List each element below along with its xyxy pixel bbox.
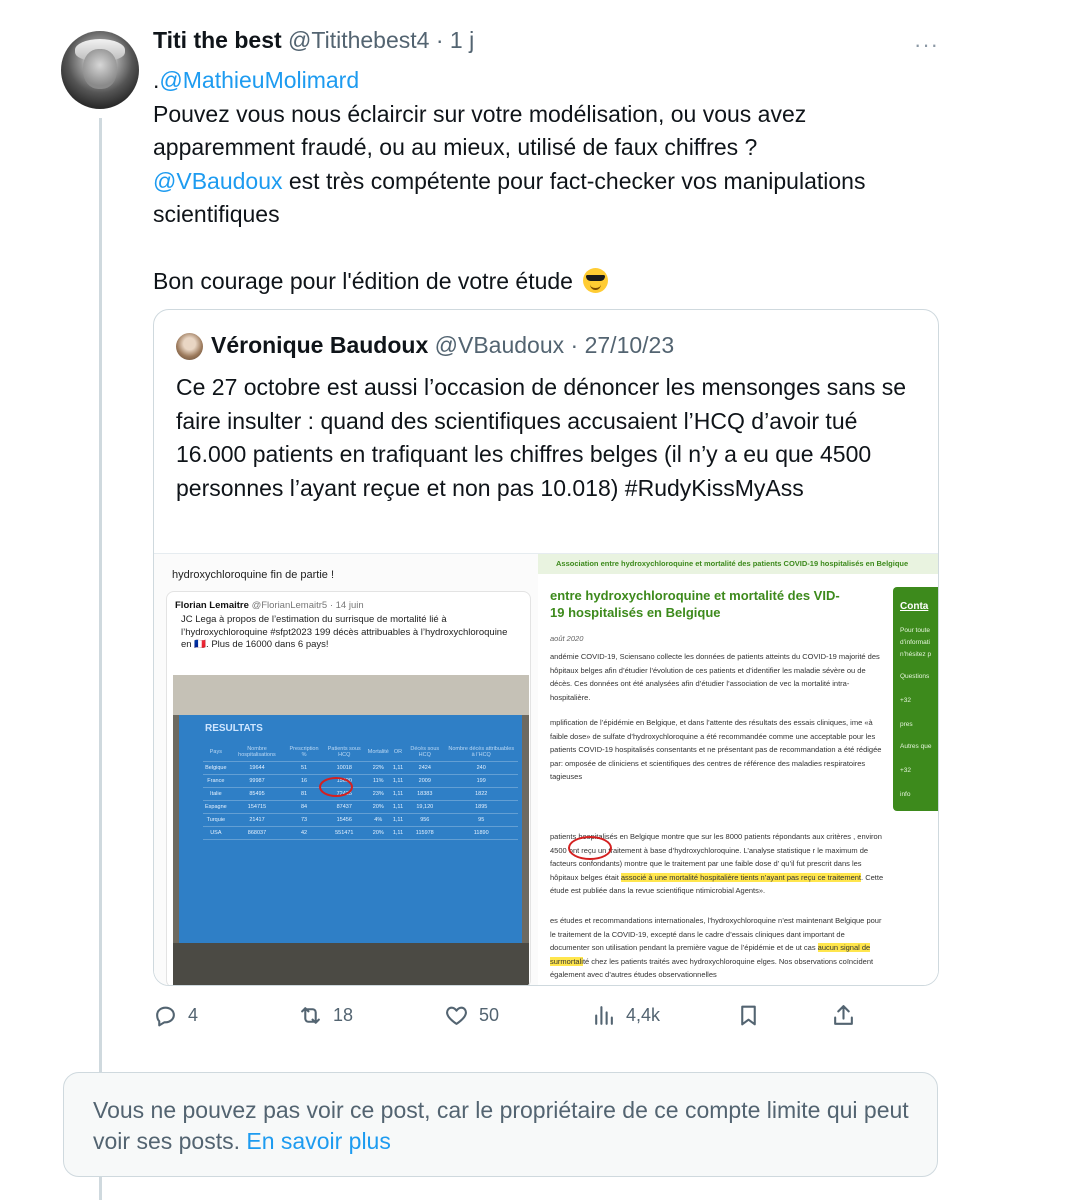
like-count: 50	[479, 1004, 500, 1025]
results-header-row	[203, 743, 518, 762]
article-highlight-2: aucun signal de surmortali	[550, 943, 871, 966]
tweet-body	[153, 64, 953, 299]
table-cell: Belgique	[203, 762, 229, 775]
table-cell: 1895	[444, 801, 518, 814]
conference-photo	[173, 675, 529, 986]
tweet-time[interactable]: 1 j	[449, 27, 475, 53]
table-cell: 868037	[229, 827, 286, 840]
table-cell: 23%	[366, 788, 391, 801]
table-header-cell: OR	[391, 743, 405, 762]
more-options-icon[interactable]: ···	[914, 32, 939, 57]
notice-text: Vous ne pouvez pas voir ce post, car le propriétaire de ce compte limite qui peut voir ses posts.	[93, 1097, 909, 1154]
mention-prefix: .	[153, 67, 160, 93]
reply-count: 4	[188, 1004, 199, 1025]
notice-text-block	[93, 1095, 913, 1156]
tweet-line-2-text: est très compétente pour fact-checker vos manipulations scientifiques	[153, 167, 866, 227]
media-image-right[interactable]	[538, 554, 938, 986]
table-cell: 551471	[323, 827, 366, 840]
article-paragraph-1: andémie COVID-19, Sciensano collecte les données de patients atteints du COVID-19 majorité des hôpitaux belges afin d’étudier l’évolution de ces patients et d’identifier les maladie sévère ou de décès. Ces données ont été analysées afin d’étudier l’association de vec la mortalité intra-hospitalière.	[550, 652, 880, 702]
quote-author-avatar	[176, 333, 203, 360]
retweet-count: 18	[333, 1004, 354, 1025]
table-cell: 15600	[323, 775, 366, 788]
table-cell: USA	[203, 827, 229, 840]
table-cell: Italie	[203, 788, 229, 801]
heart-icon	[444, 1003, 469, 1028]
article-paragraph-3a: patients hospitalisés en Belgique montre que sur les 8000 patients répondants aux critères , environ 4500 ont reçu un traitement à base d’hydroxychloroquine. L’analyse statistique r le maximum de facteurs confondants) montre que le traitement par une faible dose d’ qu’il fut prescrit dans les hôpitaux belges était	[550, 832, 882, 882]
tweet-line-2	[153, 165, 953, 232]
table-cell: 20%	[366, 801, 391, 814]
embedded-tweet-header	[175, 600, 364, 611]
contact-line: Pour toute	[900, 627, 930, 634]
table-cell: 21417	[229, 814, 286, 827]
article-paragraph-3b: . Cette étude est publiée dans la revue scientifique ntimicrobial Agents».	[550, 872, 884, 895]
red-circle-4500	[568, 836, 612, 860]
table-cell: 1,11	[391, 788, 405, 801]
tweet-line-3	[153, 265, 953, 299]
table-header-cell: Décès sous HCQ	[405, 743, 444, 762]
article-top-bar: Association entre hydroxychloroquine et mortalité des patients COVID-19 hospitalisés en Belgique	[538, 554, 938, 574]
table-cell: 99987	[229, 775, 286, 788]
quote-header	[211, 332, 674, 359]
contact-title: Conta	[900, 601, 929, 612]
contact-line: Questions	[900, 673, 930, 680]
embedded-author-handle: @FlorianLemaitr5 · 14 juin	[251, 600, 364, 611]
red-circle-annotation	[319, 777, 353, 797]
article-paragraph-2: mplification de l’épidémie en Belgique, et dans l’attente des résultats des essais cliniques, ime «à faible dose» de sulfate d’hydroxychloroquine a été recommandée comme une acceptable pour les patients COVID-19 hospitalisés consentants et ne présentant pas de recommandation a été rédigée par: omposée de cliniciens et scientifiques des centres de référence des maladies respiratoires tagieuses	[550, 718, 882, 781]
sunglasses-emoji-icon	[583, 268, 608, 293]
embedded-author-name: Florian Lemaitre	[175, 600, 249, 611]
article-paragraph-4a: es études et recommandations internationales, l’hydroxychloroquine n’est maintenant Belgique pour le traitement de la COVID-19, excepté dans le cadre d’essais cliniques dant important de documenter son utilisation pendant la première vague de l’épidémie et de ut cas	[550, 916, 882, 952]
quote-date: 27/10/23	[584, 332, 675, 358]
share-button[interactable]	[831, 1000, 856, 1030]
table-row	[203, 827, 518, 840]
author-handle[interactable]: @Titithebest4	[288, 27, 430, 53]
share-icon	[831, 1003, 856, 1028]
tweet-mention-line	[153, 64, 953, 98]
table-cell: 16	[285, 775, 323, 788]
results-body	[203, 762, 518, 840]
table-cell: 10018	[323, 762, 366, 775]
table-cell: 95	[444, 814, 518, 827]
learn-more-link[interactable]: En savoir plus	[246, 1127, 391, 1154]
table-cell: 85495	[229, 788, 286, 801]
contact-line: Autres que	[900, 743, 932, 750]
table-header-cell: Nombre décès attribuables à l’HCQ	[444, 743, 518, 762]
table-cell: 73	[285, 814, 323, 827]
table-header-cell: Pays	[203, 743, 229, 762]
table-cell: 18383	[405, 788, 444, 801]
views-count: 4,4k	[626, 1004, 661, 1025]
article-highlight-1: associé à une mortalité hospitalière tients n’ayant pas reçu ce traitement	[620, 872, 862, 882]
views-button[interactable]	[591, 1000, 660, 1030]
mention-link[interactable]: @MathieuMolimard	[159, 67, 360, 93]
results-table	[203, 743, 518, 840]
contact-line: +32	[900, 767, 912, 774]
bookmark-button[interactable]	[736, 1000, 761, 1030]
quote-media[interactable]	[154, 553, 938, 986]
tweet-header	[153, 27, 474, 54]
table-row	[203, 775, 518, 788]
table-cell: 42	[285, 827, 323, 840]
article-title: entre hydroxychloroquine et mortalité des VID-19 hospitalisés en Belgique	[550, 588, 840, 620]
views-chart-icon	[591, 1003, 616, 1028]
left-image-caption: hydroxychloroquine fin de partie !	[172, 569, 335, 581]
projection-screen	[179, 715, 522, 943]
table-cell: 19644	[229, 762, 286, 775]
table-row	[203, 814, 518, 827]
photo-wall	[173, 675, 529, 715]
table-cell: Espagne	[203, 801, 229, 814]
table-cell: 81	[285, 788, 323, 801]
thread-connector-line	[99, 118, 102, 1200]
avatar-face	[83, 49, 117, 89]
header-separator: ·	[435, 27, 444, 53]
table-cell: 51	[285, 762, 323, 775]
embedded-tweet-text: JC Lega à propos de l’estimation du surrisque de mortalité lié à l’hydroxychloroquine #sfpt2023 199 décès attribuables à l’hydroxychloroquine en 🇫🇷. Plus de 16000 dans 6 pays!	[181, 614, 508, 650]
table-cell: 1,11	[391, 762, 405, 775]
table-row	[203, 788, 518, 801]
article-paragraph-4	[550, 914, 885, 982]
table-cell: 1822	[444, 788, 518, 801]
photo-floor	[173, 943, 529, 986]
table-cell: 84	[285, 801, 323, 814]
table-cell: 115978	[405, 827, 444, 840]
table-cell: 15456	[323, 814, 366, 827]
contact-line: +32	[900, 697, 912, 704]
bookmark-icon	[736, 1003, 761, 1028]
table-cell: 22%	[366, 762, 391, 775]
table-cell: 11%	[366, 775, 391, 788]
table-cell: 2009	[405, 775, 444, 788]
table-cell: 1,11	[391, 827, 405, 840]
restricted-post-notice	[63, 1072, 938, 1177]
table-header-cell: Nombre hospitalisations	[229, 743, 286, 762]
article-paragraph-4b: té chez les patients traités avec hydroxychloroquine elges. Nos observations coïncident également avec d’autres études observationnelles	[550, 956, 874, 979]
table-cell: 956	[405, 814, 444, 827]
quote-author-name: Véronique Baudoux	[211, 332, 429, 358]
tweet-blank-line	[153, 232, 953, 266]
contact-panel	[893, 587, 938, 811]
table-cell: 72435	[323, 788, 366, 801]
article-date: août 2020	[550, 634, 584, 643]
table-cell: 87437	[323, 801, 366, 814]
table-cell: 2424	[405, 762, 444, 775]
table-cell: 154715	[229, 801, 286, 814]
tweet-line-3-text: Bon courage pour l'édition de votre étude	[153, 268, 573, 294]
contact-line: pres	[900, 721, 913, 728]
table-row	[203, 762, 518, 775]
table-row	[203, 801, 518, 814]
author-name[interactable]: Titi the best	[153, 27, 282, 53]
table-header-cell: Mortalité	[366, 743, 391, 762]
table-cell: Turquie	[203, 814, 229, 827]
retweet-button[interactable]	[298, 1000, 353, 1030]
table-cell: 4%	[366, 814, 391, 827]
table-cell: 1,11	[391, 775, 405, 788]
table-cell: 11890	[444, 827, 518, 840]
media-image-left[interactable]	[154, 554, 538, 986]
reply-icon	[153, 1003, 178, 1028]
tweet-actions	[153, 1000, 953, 1030]
table-cell: 1,11	[391, 814, 405, 827]
contact-line: n’hésitez p	[900, 651, 932, 658]
mention-link-2[interactable]: @VBaudoux	[153, 167, 283, 194]
quote-text: Ce 27 octobre est aussi l’occasion de dénoncer les mensonges sans se faire insulter : quand des scientifiques accusaient l’HCQ d’avoir tué 16.000 patients en trafiquant les chiffres belges (il n’y a eu que 4500 personnes l’ayant reçue et non pas 10.018) #RudyKissMyAss	[176, 374, 907, 501]
tweet-line-1: Pouvez vous nous éclaircir sur votre modélisation, ou vous avez apparemment fraudé, ou au mieux, utilisé de faux chiffres ?	[153, 100, 807, 160]
like-button[interactable]	[444, 1000, 499, 1030]
table-cell: 1,11	[391, 801, 405, 814]
table-header-cell: Prescription %	[285, 743, 323, 762]
embedded-tweet-screenshot	[166, 591, 531, 986]
quote-separator: ·	[570, 332, 579, 358]
retweet-icon	[298, 1003, 323, 1028]
table-header-cell: Patients sous HCQ	[323, 743, 366, 762]
quoted-tweet-card[interactable]	[153, 309, 939, 986]
table-cell: 20%	[366, 827, 391, 840]
table-cell: 19,120	[405, 801, 444, 814]
quote-author-handle: @VBaudoux	[434, 332, 565, 358]
table-cell: 240	[444, 762, 518, 775]
slide-title: RESULTATS	[205, 723, 263, 734]
author-avatar[interactable]	[61, 31, 139, 109]
reply-button[interactable]	[153, 1000, 198, 1030]
table-cell: France	[203, 775, 229, 788]
contact-line: d’informati	[900, 639, 930, 646]
table-cell: 199	[444, 775, 518, 788]
contact-line: info	[900, 791, 911, 798]
